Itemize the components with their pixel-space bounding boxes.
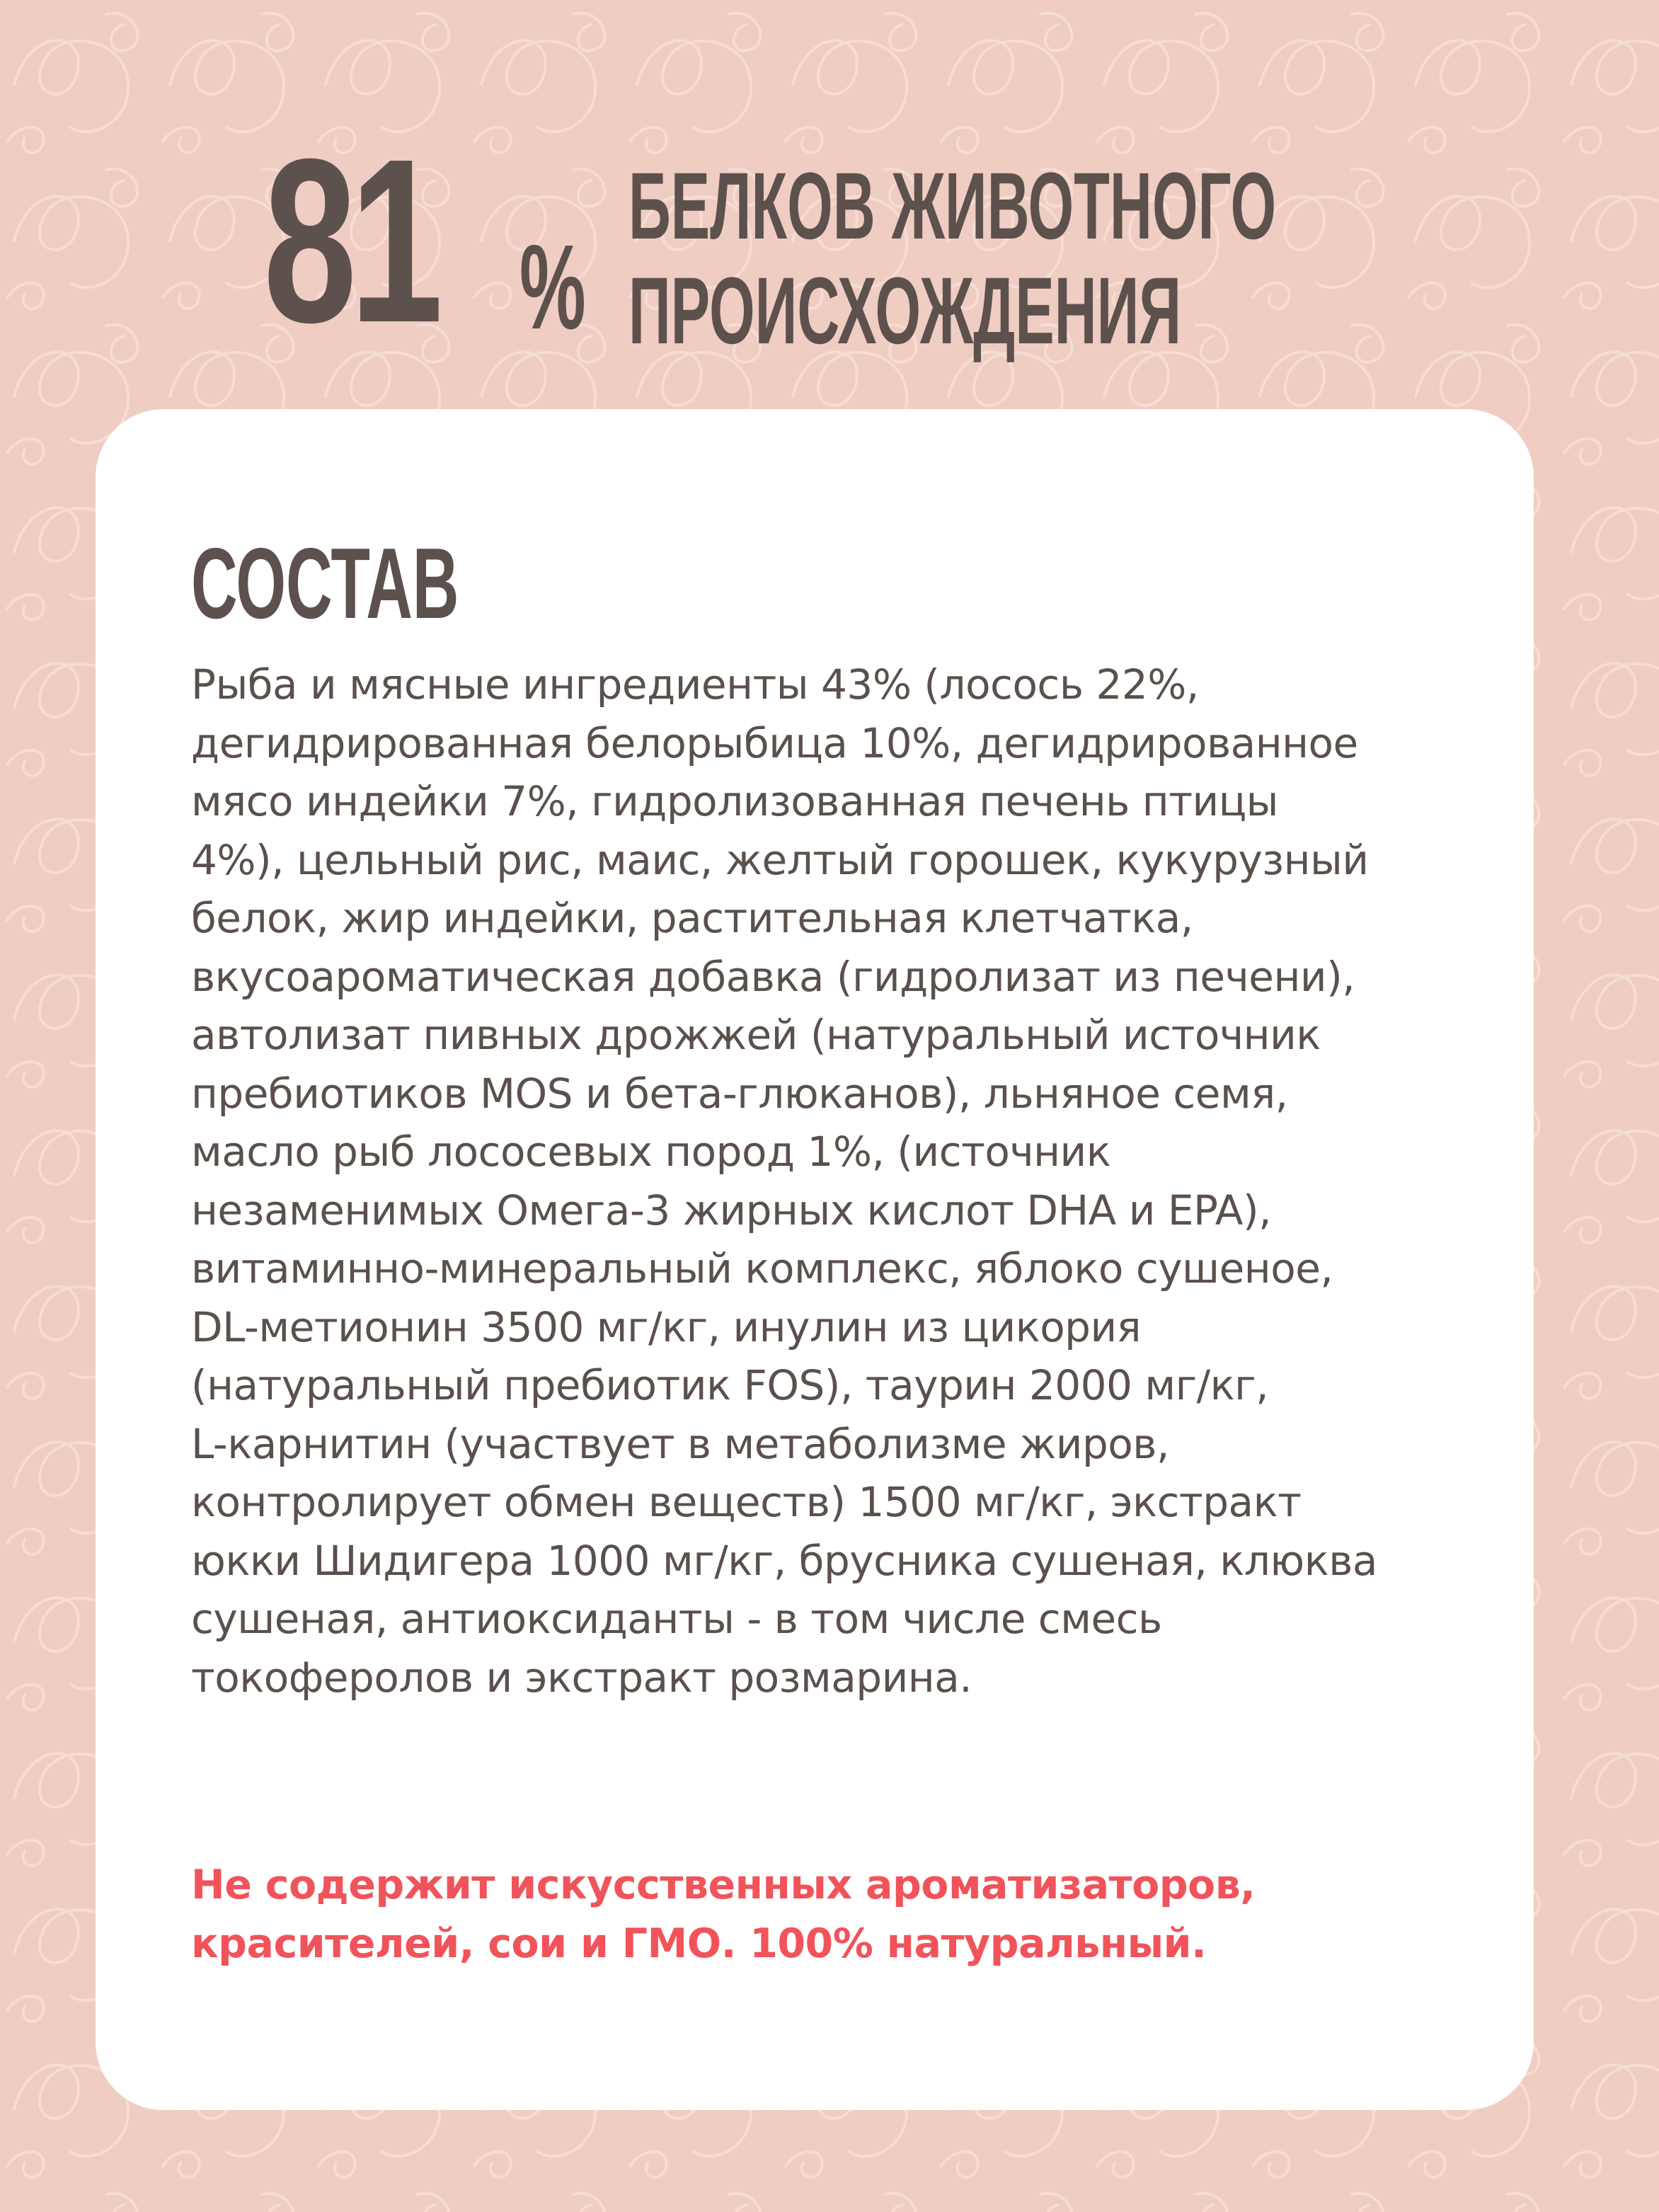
- notice-line: Не содержит искусственных ароматизаторов,: [191, 1862, 1256, 1908]
- composition-line: контролирует обмен веществ) 1500 мг/кг, экстракт: [191, 1478, 1302, 1526]
- composition-line: Рыба и мясные ингредиенты 43% (лосось 22%,: [191, 660, 1199, 709]
- composition-line: масло рыб лососевых пород 1%, (источник: [191, 1128, 1111, 1176]
- natural-notice: [191, 1856, 1479, 1973]
- composition-line: токоферолов и экстракт розмарина.: [191, 1653, 972, 1702]
- composition-line: белок, жир индейки, растительная клетчатка,: [191, 894, 1193, 942]
- composition-line: сушеная, антиоксиданты - в том числе смесь: [191, 1595, 1162, 1643]
- card-title: СОСТАВ: [191, 527, 459, 640]
- composition-line: юкки Шидигера 1000 мг/кг, брусника сушеная, клюква: [191, 1536, 1377, 1585]
- percentage-value: 81: [263, 110, 437, 371]
- composition-card: [96, 409, 1534, 2110]
- composition-line: DL-метионин 3500 мг/кг, инулин из цикория: [191, 1302, 1142, 1351]
- protein-percentage: [263, 110, 626, 371]
- percent-sign: %: [519, 220, 586, 355]
- composition-line: (натуральный пребиотик FOS), таурин 2000 мг/кг,: [191, 1361, 1269, 1409]
- composition-line: 4%), цельный рис, маис, желтый горошек, кукурузный: [191, 835, 1369, 884]
- composition-line: витаминно-минеральный комплекс, яблоко сушеное,: [191, 1244, 1333, 1293]
- composition-line: автолизат пивных дрожжей (натуральный источник: [191, 1011, 1321, 1059]
- headline-line: БЕЛКОВ ЖИВОТНОГО: [628, 154, 1277, 259]
- composition-line: пребиотиков MOS и бета-глюканов), льняное семя,: [191, 1069, 1288, 1118]
- headline: [628, 154, 1276, 364]
- composition-line: мясо индейки 7%, гидролизованная печень птицы: [191, 777, 1278, 825]
- composition-line: дегидрированная белорыбица 10%, дегидрированное: [191, 718, 1358, 767]
- headline-line: ПРОИСХОЖДЕНИЯ: [628, 258, 1182, 364]
- composition-line: L-карнитин (участвует в метаболизме жиров,: [191, 1419, 1169, 1468]
- composition-line: вкусоароматическая добавка (гидролизат из печени),: [191, 952, 1355, 1001]
- notice-line: красителей, сои и ГМО. 100% натуральный.: [191, 1920, 1207, 1967]
- composition-line: незаменимых Омега-3 жирных кислот DHA и EPA),: [191, 1186, 1272, 1234]
- composition-text: [191, 655, 1479, 1707]
- header: [0, 0, 1659, 411]
